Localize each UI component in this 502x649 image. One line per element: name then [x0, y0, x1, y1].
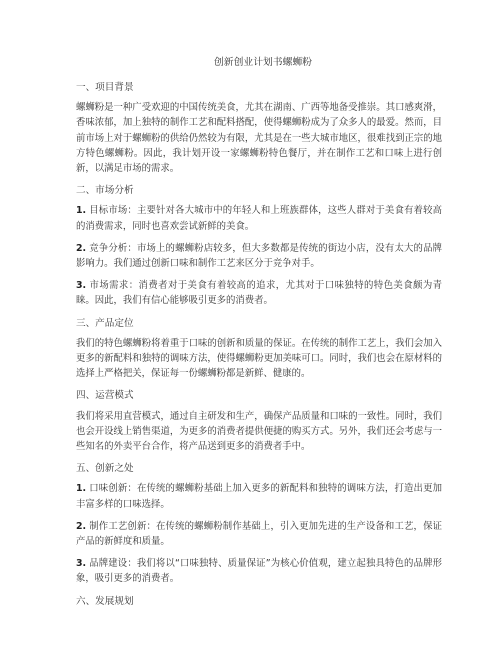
paragraph-text: 目标市场：主要针对各大城市中的年轻人和上班族群体，这些人群对于美食有着较高的消费需求，同时也喜欢尝试新鲜的美食。	[76, 205, 442, 232]
section-operating-model	[76, 388, 442, 454]
item-number: 1.	[76, 483, 87, 495]
paragraph-text: 我们将采用直营模式，通过自主研发和生产，确保产品质量和口味的一致性。同时，我们也会开设线上销售渠道，为更多的消费者提供便捷的购买方式。另外，我们还会考虑与一些知名的外卖平台合作，将产品送到更多的消费者手中。	[76, 410, 442, 453]
paragraph	[76, 100, 442, 176]
paragraph	[76, 409, 442, 455]
paragraph-text: 口味创新：在传统的螺蛳粉基础上加入更多的新配料和独特的调味方法，打造出更加丰富多样的口味选择。	[76, 483, 442, 510]
section-heading: 二、市场分析	[76, 185, 134, 197]
paragraph-text: 竞争分析：市场上的螺蛳粉店较多，但大多数都是传统的街边小店，没有太大的品牌影响力。我们通过创新口味和制作工艺来区分于竞争对手。	[76, 242, 442, 270]
paragraph-text: 螺蛳粉是一种广受欢迎的中国传统美食，尤其在湖南、广西等地备受推崇。其口感爽滑，香味浓郁，加上独特的制作工艺和配料搭配，使得螺蛳粉成为了众多人的最爱。然而，目前市场上对于螺蛳粉的供给仍然较为有限，尤其是在一些大城市地区，很难找到正宗的地方特色螺蛳粉。因此，我计划开设一家螺蛳粉特色餐厅，并在制作工艺和口味上进行创新，以满足市场的需求。	[76, 102, 442, 175]
item-number: 3.	[76, 280, 87, 292]
section-project-background	[76, 80, 442, 176]
paragraph	[76, 556, 442, 586]
section-heading: 三、产品定位	[76, 317, 134, 329]
document-title: 创新创业计划书螺蛳粉	[214, 57, 312, 68]
section-product-positioning	[76, 316, 442, 382]
section-innovation	[76, 461, 442, 586]
item-number: 2.	[76, 520, 87, 532]
paragraph-text: 品牌建设：我们将以“口味独特、质量保证”为核心价值观，建立起独具特色的品牌形象，吸引更多的消费者。	[76, 558, 443, 585]
paragraph	[76, 241, 442, 271]
section-heading: 六、发展规划	[76, 595, 134, 607]
paragraph-text: 市场需求：消费者对于美食有着较高的追求，尤其对于口味独特的特色美食颇为青睐。因此，我们有信心能够吸引更多的消费者。	[76, 280, 442, 307]
item-number: 1.	[76, 205, 87, 217]
paragraph	[76, 336, 442, 382]
paragraph	[76, 203, 442, 233]
paragraph	[76, 481, 442, 511]
section-market-analysis	[76, 183, 442, 308]
section-heading: 五、创新之处	[76, 463, 134, 475]
paragraph-text: 我们的特色螺蛳粉将着重于口味的创新和质量的保证。在传统的制作工艺上，我们会加入更多的新配料和独特的调味方法，使得螺蛳粉更加美味可口。同时，我们也会在原材料的选择上严格把关，保证每一份螺蛳粉都是新鲜、健康的。	[76, 337, 442, 380]
section-heading: 四、运营模式	[76, 390, 134, 402]
paragraph	[76, 278, 442, 308]
paragraph	[76, 519, 442, 549]
paragraph-text: 制作工艺创新：在传统的螺蛳粉制作基础上，引入更加先进的生产设备和工艺，保证产品的新鲜度和质量。	[76, 520, 442, 548]
item-number: 3.	[76, 558, 87, 570]
section-development-plan	[76, 594, 442, 609]
item-number: 2.	[76, 242, 87, 254]
section-heading: 一、项目背景	[76, 82, 134, 93]
